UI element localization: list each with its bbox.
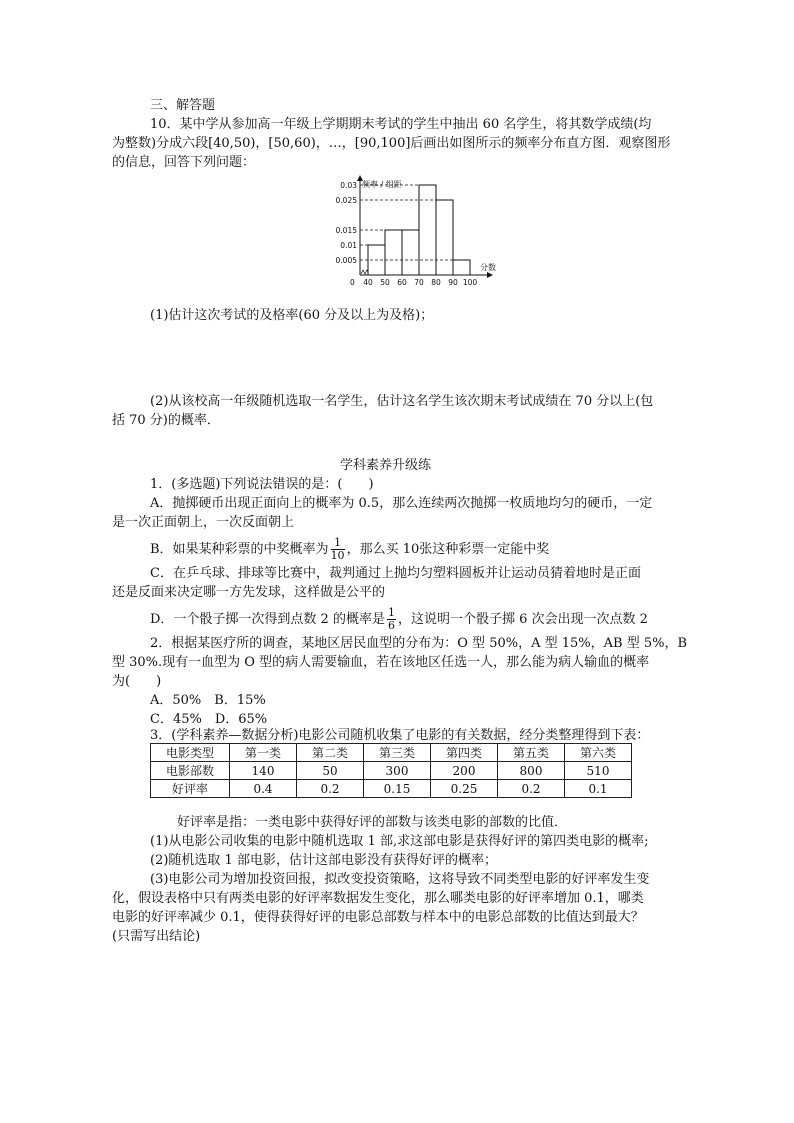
x-tick-label: 90 xyxy=(448,278,458,287)
y-tick-label: 0.025 xyxy=(335,196,357,205)
frequency-histogram xyxy=(320,175,520,305)
mc1-option-c-line2: 还是反面来决定哪一方先发球，这样做是公平的 xyxy=(112,585,386,600)
q10-line2: 为整数)分成六段[40,50)，[50,60)，…，[90,100]后画出如图所示的频率分布直方图．观察图形 xyxy=(112,136,671,151)
table-cell: 140 xyxy=(230,762,297,780)
q3-line1: 3．(学科素养—数据分析)电影公司随机收集了电影的有关数据，经分类整理得到下表： xyxy=(150,728,650,743)
table-cell: 第二类 xyxy=(297,744,364,762)
table-cell: 第一类 xyxy=(230,744,297,762)
q10-sub1: (1)估计这次考试的及格率(60 分及以上为及格)； xyxy=(150,308,434,323)
table-cell: 0.2 xyxy=(297,780,364,798)
table-cell: 好评率 xyxy=(151,780,230,798)
q10-line1: 10．某中学从参加高一年级上学期期末考试的学生中抽出 60 名学生，将其数学成绩(均 xyxy=(150,117,652,132)
q3-definition: 好评率是指：一类电影中获得好评的部数与该类电影的部数的比值． xyxy=(177,815,568,830)
frac-denominator: 6 xyxy=(387,619,395,632)
mc2-line3: 为( ) xyxy=(112,674,162,689)
table-cell: 510 xyxy=(565,762,632,780)
frac-denominator: 10 xyxy=(330,549,345,562)
histogram-bar xyxy=(453,260,470,275)
table-cell: 电影部数 xyxy=(151,762,230,780)
y-tick-label: 0.01 xyxy=(340,241,357,250)
y-axis-label: 频率 / 组距 xyxy=(362,180,402,189)
table-cell: 200 xyxy=(431,762,498,780)
q3-sub2: (2)随机选取 1 部电影，估计这部电影没有获得好评的概率； xyxy=(150,853,497,868)
table-cell: 0.1 xyxy=(565,780,632,798)
mc1-option-b-post: ，那么买 10张这种彩票一定能中奖 xyxy=(346,542,550,557)
q3-sub1: (1)从电影公司收集的电影中随机选取 1 部,求这部电影是获得好评的第四类电影的概率; xyxy=(150,834,649,849)
q3-sub3-line4: (只需写出结论) xyxy=(112,929,201,944)
mc1-option-c-line1: C．在乒乓球、排球等比赛中，裁判通过上抛均匀塑料圆板并让运动员猜着地时是正面 xyxy=(150,566,641,581)
table-cell: 第三类 xyxy=(364,744,431,762)
table-cell: 0.4 xyxy=(230,780,297,798)
y-tick-label: 0.005 xyxy=(335,256,357,265)
x-tick-label: 60 xyxy=(397,278,407,287)
movie-data-table xyxy=(150,743,632,798)
histogram-bar xyxy=(419,185,436,275)
q10-sub2-line2: 括 70 分)的概率． xyxy=(112,413,220,428)
x-tick-label: 50 xyxy=(380,278,390,287)
y-tick-label: 0.03 xyxy=(340,181,357,190)
table-cell: 第四类 xyxy=(431,744,498,762)
mc2-options-cd: C．45% D．65% xyxy=(150,712,268,727)
mc1-option-d-pre: D．一个骰子掷一次得到点数 2 的概率是 xyxy=(150,612,385,627)
table-cell: 第五类 xyxy=(498,744,565,762)
mc1-stem: 1．(多选题)下列说法错误的是：( ) xyxy=(150,477,374,492)
section-title: 三、解答题 xyxy=(150,98,216,113)
q10-sub2-line1: (2)从该校高一年级随机选取一名学生，估计这名学生该次期末考试成绩在 70 分以上(包 xyxy=(150,394,654,409)
table-row xyxy=(151,762,632,780)
fraction-1-10 xyxy=(331,537,345,562)
mc1-option-b-pre: B．如果某种彩票的中奖概率为 xyxy=(150,542,329,557)
table-cell: 0.15 xyxy=(364,780,431,798)
mc2-line2: 型 30%.现有一血型为 O 型的病人需要输血，若在该地区任选一人，那么能为病人输血的概率 xyxy=(112,655,650,670)
origin-label: 0 xyxy=(350,278,355,287)
fraction-1-6 xyxy=(387,607,396,632)
table-row xyxy=(151,780,632,798)
table-cell: 电影类型 xyxy=(151,744,230,762)
q10-line3: 的信息，回答下列问题： xyxy=(112,155,256,170)
x-tick-label: 80 xyxy=(431,278,441,287)
frac-numerator: 1 xyxy=(331,537,345,550)
table-cell: 50 xyxy=(297,762,364,780)
table-cell: 300 xyxy=(364,762,431,780)
q3-sub3-line1: (3)电影公司为增加投资回报，拟改变投资策略，这将导致不同类型电影的好评率发生变 xyxy=(150,872,650,887)
frac-numerator: 1 xyxy=(387,606,395,619)
y-tick-label: 0.015 xyxy=(335,226,357,235)
mc2-line1: 2．根据某医疗所的调查，某地区居民血型的分布为：O 型 50%，A 型 15%，AB 型 5%，B xyxy=(150,636,688,651)
mc2-options-ab: A．50% B．15% xyxy=(150,693,266,708)
x-axis-arrow-icon xyxy=(487,272,493,278)
section2-title: 学科素养升级练 xyxy=(340,458,432,473)
table-header-row xyxy=(151,744,632,762)
table-cell: 800 xyxy=(498,762,565,780)
q3-sub3-line3: 电影的好评率减少 0.1，使得获得好评的电影总部数与样本中的电影总部数的比值达到最大？ xyxy=(112,910,644,925)
mc1-option-d xyxy=(150,607,720,632)
x-tick-label: 40 xyxy=(363,278,373,287)
x-tick-label: 70 xyxy=(414,278,424,287)
mc1-option-a-line2: 是一次正面朝上，一次反面朝上 xyxy=(112,515,295,530)
x-tick-label: 100 xyxy=(462,278,478,287)
q3-sub3-line2: 化，假设表格中只有两类电影的好评率数据发生变化，那么哪类电影的好评率增加 0.1，哪类 xyxy=(112,891,644,906)
x-axis-label: 分数 xyxy=(480,263,496,272)
mc1-option-a-line1: A．抛掷硬币出现正面向上的概率为 0.5，那么连续两次抛掷一枚质地均匀的硬币，一定 xyxy=(150,496,653,511)
table-cell: 0.25 xyxy=(431,780,498,798)
table-cell: 第六类 xyxy=(565,744,632,762)
histogram-bar xyxy=(402,230,419,275)
histogram-bar xyxy=(436,200,453,275)
histogram-bar xyxy=(385,230,402,275)
mc1-option-d-post: ，这说明一个骰子掷 6 次会出现一次点数 2 xyxy=(397,612,648,627)
table-cell: 0.2 xyxy=(498,780,565,798)
mc1-option-b xyxy=(150,537,720,562)
